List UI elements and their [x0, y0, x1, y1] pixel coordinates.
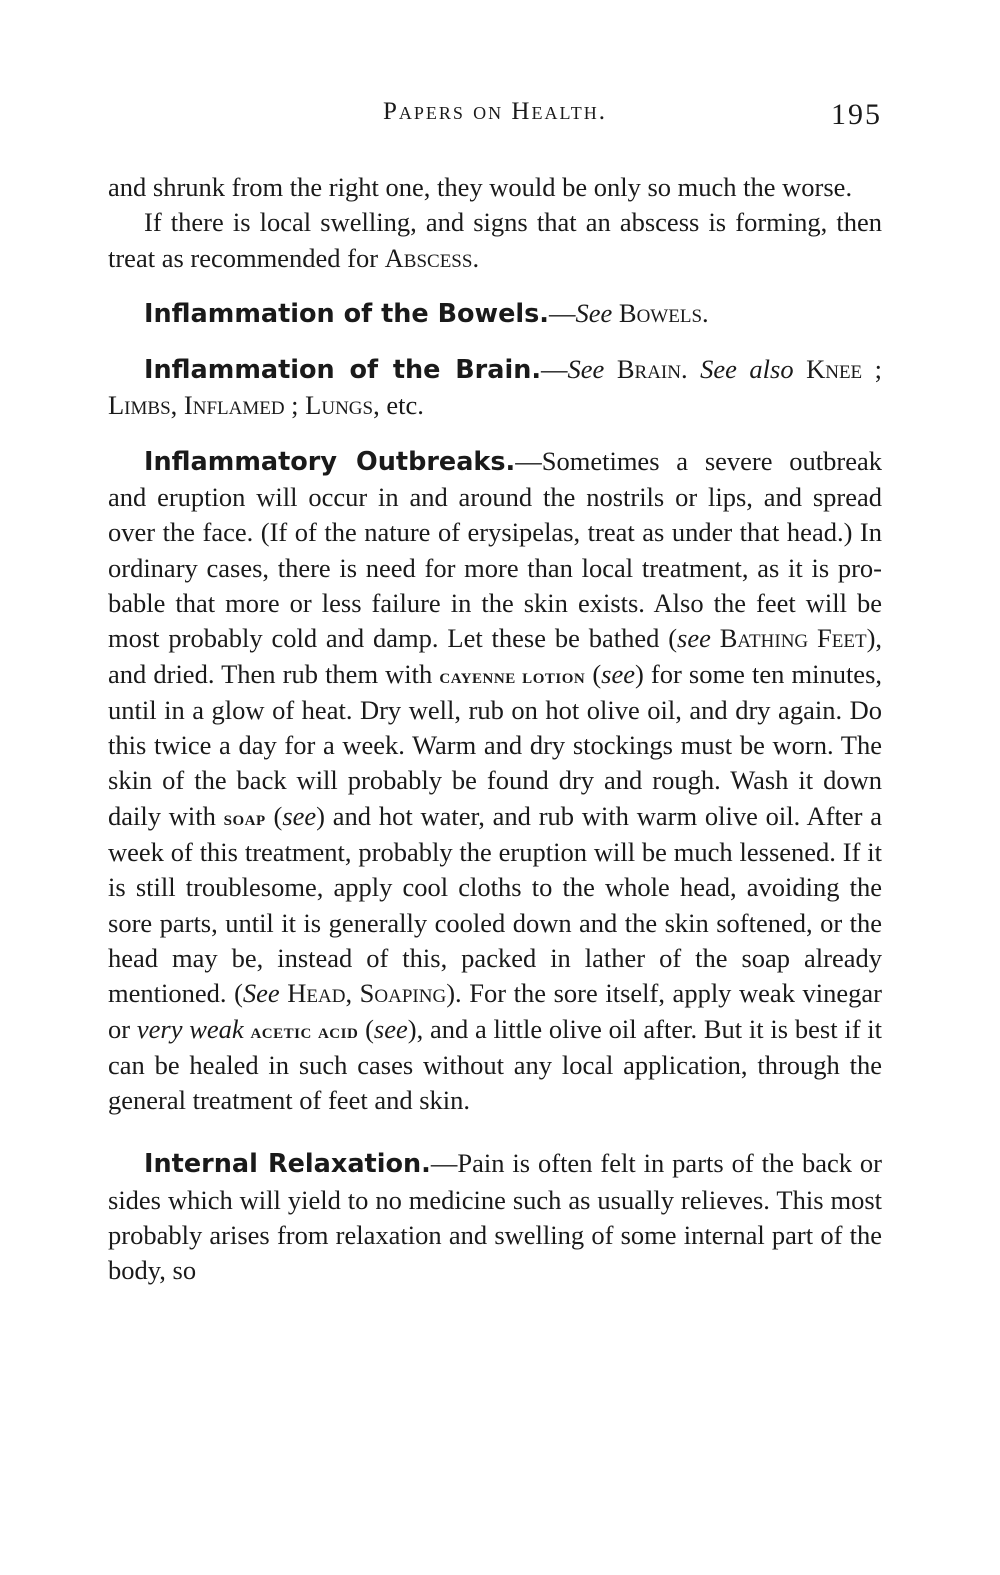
outbreaks-see-2: see: [601, 658, 635, 689]
continuation-paragraph: [108, 170, 882, 205]
outbreaks-ref-head-soaping: Head, Soaping: [287, 978, 447, 1009]
relaxation-text: Pain is often felt in parts of the back or sides which will yield to no medicine such as usually relieves. This most probably arises from relaxation and swelling of some internal part of the body, so: [108, 1148, 882, 1286]
bowels-end: .: [702, 297, 709, 328]
bowels-dash: —: [549, 297, 576, 328]
running-title: Papers on Health.: [382, 98, 608, 125]
brain-mid: .: [680, 354, 701, 385]
entry-outbreaks: [108, 444, 882, 1119]
brain-end: , etc.: [373, 390, 424, 421]
outbreaks-text-7: ). For the sore itself, apply weak vinegar or: [108, 978, 882, 1044]
outbreaks-see-5: see: [373, 1013, 408, 1044]
brain-refs: Knee ; Limbs, Inflamed ; Lungs: [108, 354, 883, 421]
outbreaks-see-1: see: [677, 623, 711, 654]
abscess-paragraph: [108, 205, 882, 276]
bowels-see: See: [575, 297, 613, 328]
outbreaks-text-1: Sometimes a severe outbreak and eruption will occur in and around the nostrils or lips, and spread over the face. (If of the nature of erysipelas, treat as under that head.) In ordinary cases, there is need for more than local treatment, as it is probable that more or less failure in the skin exists. Also the feet will be most probably cold and damp. Let these be bathed (: [108, 445, 883, 654]
outbreaks-ref-bathing-feet: Bathing Feet: [719, 623, 867, 654]
body-text: [108, 170, 882, 1289]
outbreaks-emphasis: very weak: [136, 1013, 244, 1044]
entry-brain: [108, 352, 882, 424]
brain-ref: Brain: [616, 354, 681, 385]
outbreaks-text-5: (: [265, 800, 283, 831]
outbreaks-dash: —: [515, 445, 542, 476]
brain-see: See: [567, 354, 605, 385]
entry-heading-relaxation: Internal Relaxation.: [144, 1149, 431, 1180]
abscess-text: If there is local swelling, and signs that an abscess is forming, then treat as recommended for: [108, 207, 882, 273]
outbreaks-text-4: ) for some ten minutes, until in a glow of heat. Dry well, rub on hot olive oil, and dry again. Do this twice a day for a week. Warm and dry stockings must be worn. The skin of the back will probably be found dry and rough. Wash it down daily with: [108, 658, 883, 831]
outbreaks-text-6: ) and hot water, and rub with warm olive oil. After a week of this treatment, probably the eruption will be much lessened. If it is still troublesome, apply cool cloths to the whole head, avoiding the sore parts, until it is generally cooled down and the skin softened, or the head may be, instead of this, packed in lather of the soap already mentioned. (: [108, 800, 882, 1009]
continuation-text: and shrunk from the right one, they would be only so much the worse.: [108, 172, 853, 202]
entry-bowels: [108, 296, 882, 332]
outbreaks-ref-acetic-acid: acetic acid: [250, 1017, 359, 1043]
outbreaks-ref-soap: soap: [223, 804, 266, 830]
entry-relaxation: [108, 1146, 882, 1288]
abscess-ref: Abscess: [384, 242, 473, 273]
abscess-end: .: [472, 242, 480, 273]
brain-see-also: See also: [700, 354, 794, 385]
outbreaks-text-9: (: [358, 1013, 374, 1044]
outbreaks-see-3: see: [282, 800, 317, 831]
outbreaks-ref-cayenne-lotion: cayenne lotion: [439, 662, 586, 688]
outbreaks-text-3: (: [585, 658, 602, 689]
bowels-ref: Bowels: [618, 297, 703, 328]
entry-heading-outbreaks: Inflammatory Outbreaks.: [144, 446, 516, 477]
brain-dash: —: [541, 354, 568, 385]
page-number: 195: [831, 98, 882, 131]
entry-heading-bowels: Inflammation of the Bowels.: [144, 298, 549, 329]
outbreaks-text-10: ), and a little olive oil after. But it is best if it can be healed in such cases without any local application, through the general treatment of feet and skin.: [108, 1013, 883, 1116]
outbreaks-text-2: ), and dried. Then rub them with: [108, 623, 883, 689]
entry-heading-brain: Inflammation of the Brain.: [144, 355, 542, 386]
relaxation-dash: —: [430, 1148, 458, 1179]
running-header: [108, 98, 882, 138]
outbreaks-see-4: See: [242, 978, 280, 1009]
book-page: [108, 0, 882, 1575]
